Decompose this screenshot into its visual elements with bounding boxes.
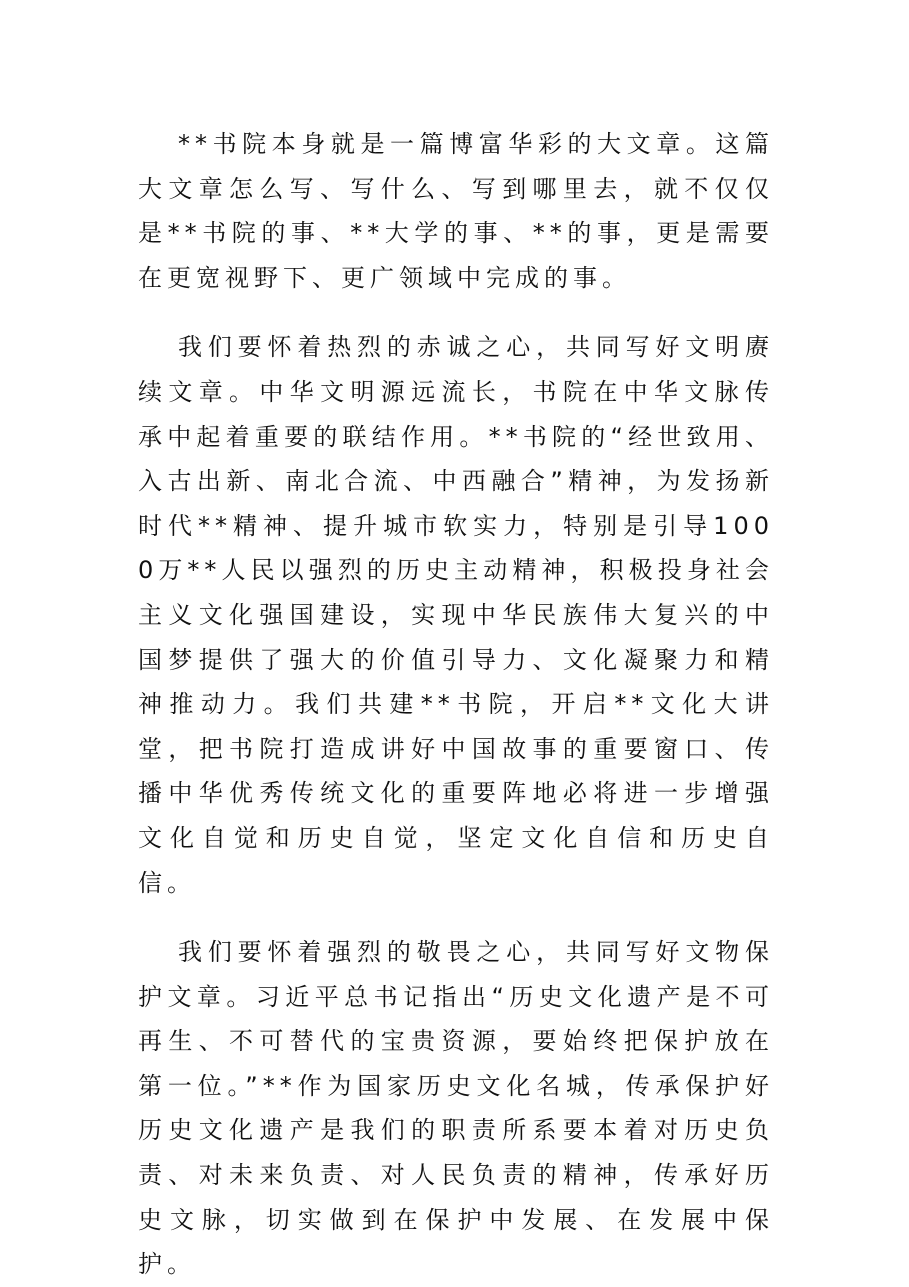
paragraph-2: 我们要怀着热烈的赤诚之心，共同写好文明赓续文章。中华文明源远流长，书院在中华文脉传承中起着重要的联结作用。**书院的“经世致用、入古出新、南北合流、中西融合”精神，为发扬新时代**精神、提升城市软实力，特别是引导1000万**人民以强烈的历史主动精神，积极投身社会主义文化强国建设，实现中华民族伟大复兴的中国梦提供了强大的价值引导力、文化凝聚力和精神推动力。我们共建**书院，开启**文化大讲堂，把书院打造成讲好中国故事的重要窗口、传播中华优秀传统文化的重要阵地必将进一步增强文化自觉和历史自觉，坚定文化自信和历史自信。 [138, 333, 774, 897]
paragraph-3: 我们要怀着强烈的敬畏之心，共同写好文物保护文章。习近平总书记指出“历史文化遗产是不可再生、不可替代的宝贵资源，要始终把保护放在第一位。”**作为国家历史文化名城，传承保护好历史文化遗产是我们的职责所系要本着对历史负责、对未来负责、对人民负责的精神，传承好历史文脉，切实做到在保护中发展、在发展中保护。 [138, 938, 774, 1279]
document-body [138, 122, 774, 1287]
paragraph-1: **书院本身就是一篇博富华彩的大文章。这篇大文章怎么写、写什么、写到哪里去，就不仅仅是**书院的事、**大学的事、**的事，更是需要在更宽视野下、更广领域中完成的事。 [138, 130, 774, 292]
